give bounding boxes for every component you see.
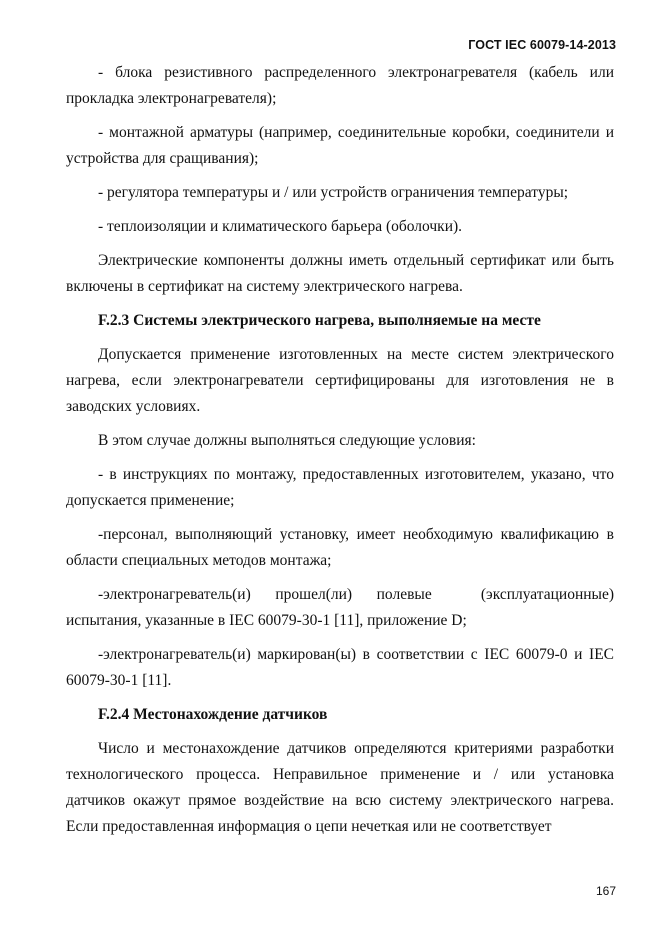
paragraph-certificate: Электрические компоненты должны иметь отдельный сертификат или быть включены в сертификат на систему электрического нагрева.: [66, 252, 614, 295]
condition-item-marking: -электронагреватель(и) маркирован(ы) в соответствии с IEC 60079-0 и IEC 60079-30-1 [11].: [66, 646, 614, 689]
field-tests-line-2: испытания, указанные в IEC 60079-30-1 [11], приложение D;: [66, 612, 467, 629]
list-item-insulation: - теплоизоляции и климатического барьера (оболочки).: [98, 218, 463, 235]
paragraph-sensors: Число и местонахождение датчиков определяются критериями разработки технологического процесса. Неправильное применение и / или установка датчиков окажут прямое воздействие на всю систему электрического нагрева. Если предоставленная информация о цепи нечеткая или не соответствует: [66, 740, 614, 835]
page-number: 167: [595, 884, 616, 898]
list-item-temperature-controller: - регулятора температуры и / или устройств ограничения температуры;: [98, 184, 569, 201]
paragraph-field-systems: Допускается применение изготовленных на месте систем электрического нагрева, если электронагреватели сертифицированы для изготовления не в заводских условиях.: [66, 346, 614, 415]
paragraph-conditions-intro: В этом случае должны выполняться следующие условия:: [98, 432, 476, 449]
condition-item-instructions: - в инструкциях по монтажу, предоставленных изготовителем, указано, что допускается применение;: [66, 466, 614, 509]
condition-item-field-tests: [66, 582, 614, 634]
page-body: [66, 60, 614, 848]
condition-item-personnel: -персонал, выполняющий установку, имеет необходимую квалификацию в области специальных методов монтажа;: [66, 526, 614, 569]
field-tests-line-1: -электронагреватель(и) прошел(ли) полевые (эксплуатационные): [98, 586, 614, 603]
document-code-header: ГОСТ IEC 60079-14-2013: [468, 38, 616, 52]
section-heading-f24: F.2.4 Местонахождение датчиков: [98, 706, 328, 723]
list-item-heater-block: - блока резистивного распределенного электронагревателя (кабель или прокладка электронагревателя);: [66, 64, 614, 107]
list-item-fittings: - монтажной арматуры (например, соединительные коробки, соединители и устройства для сращивания);: [66, 124, 614, 167]
section-heading-f23: F.2.3 Системы электрического нагрева, выполняемые на месте: [98, 312, 541, 329]
